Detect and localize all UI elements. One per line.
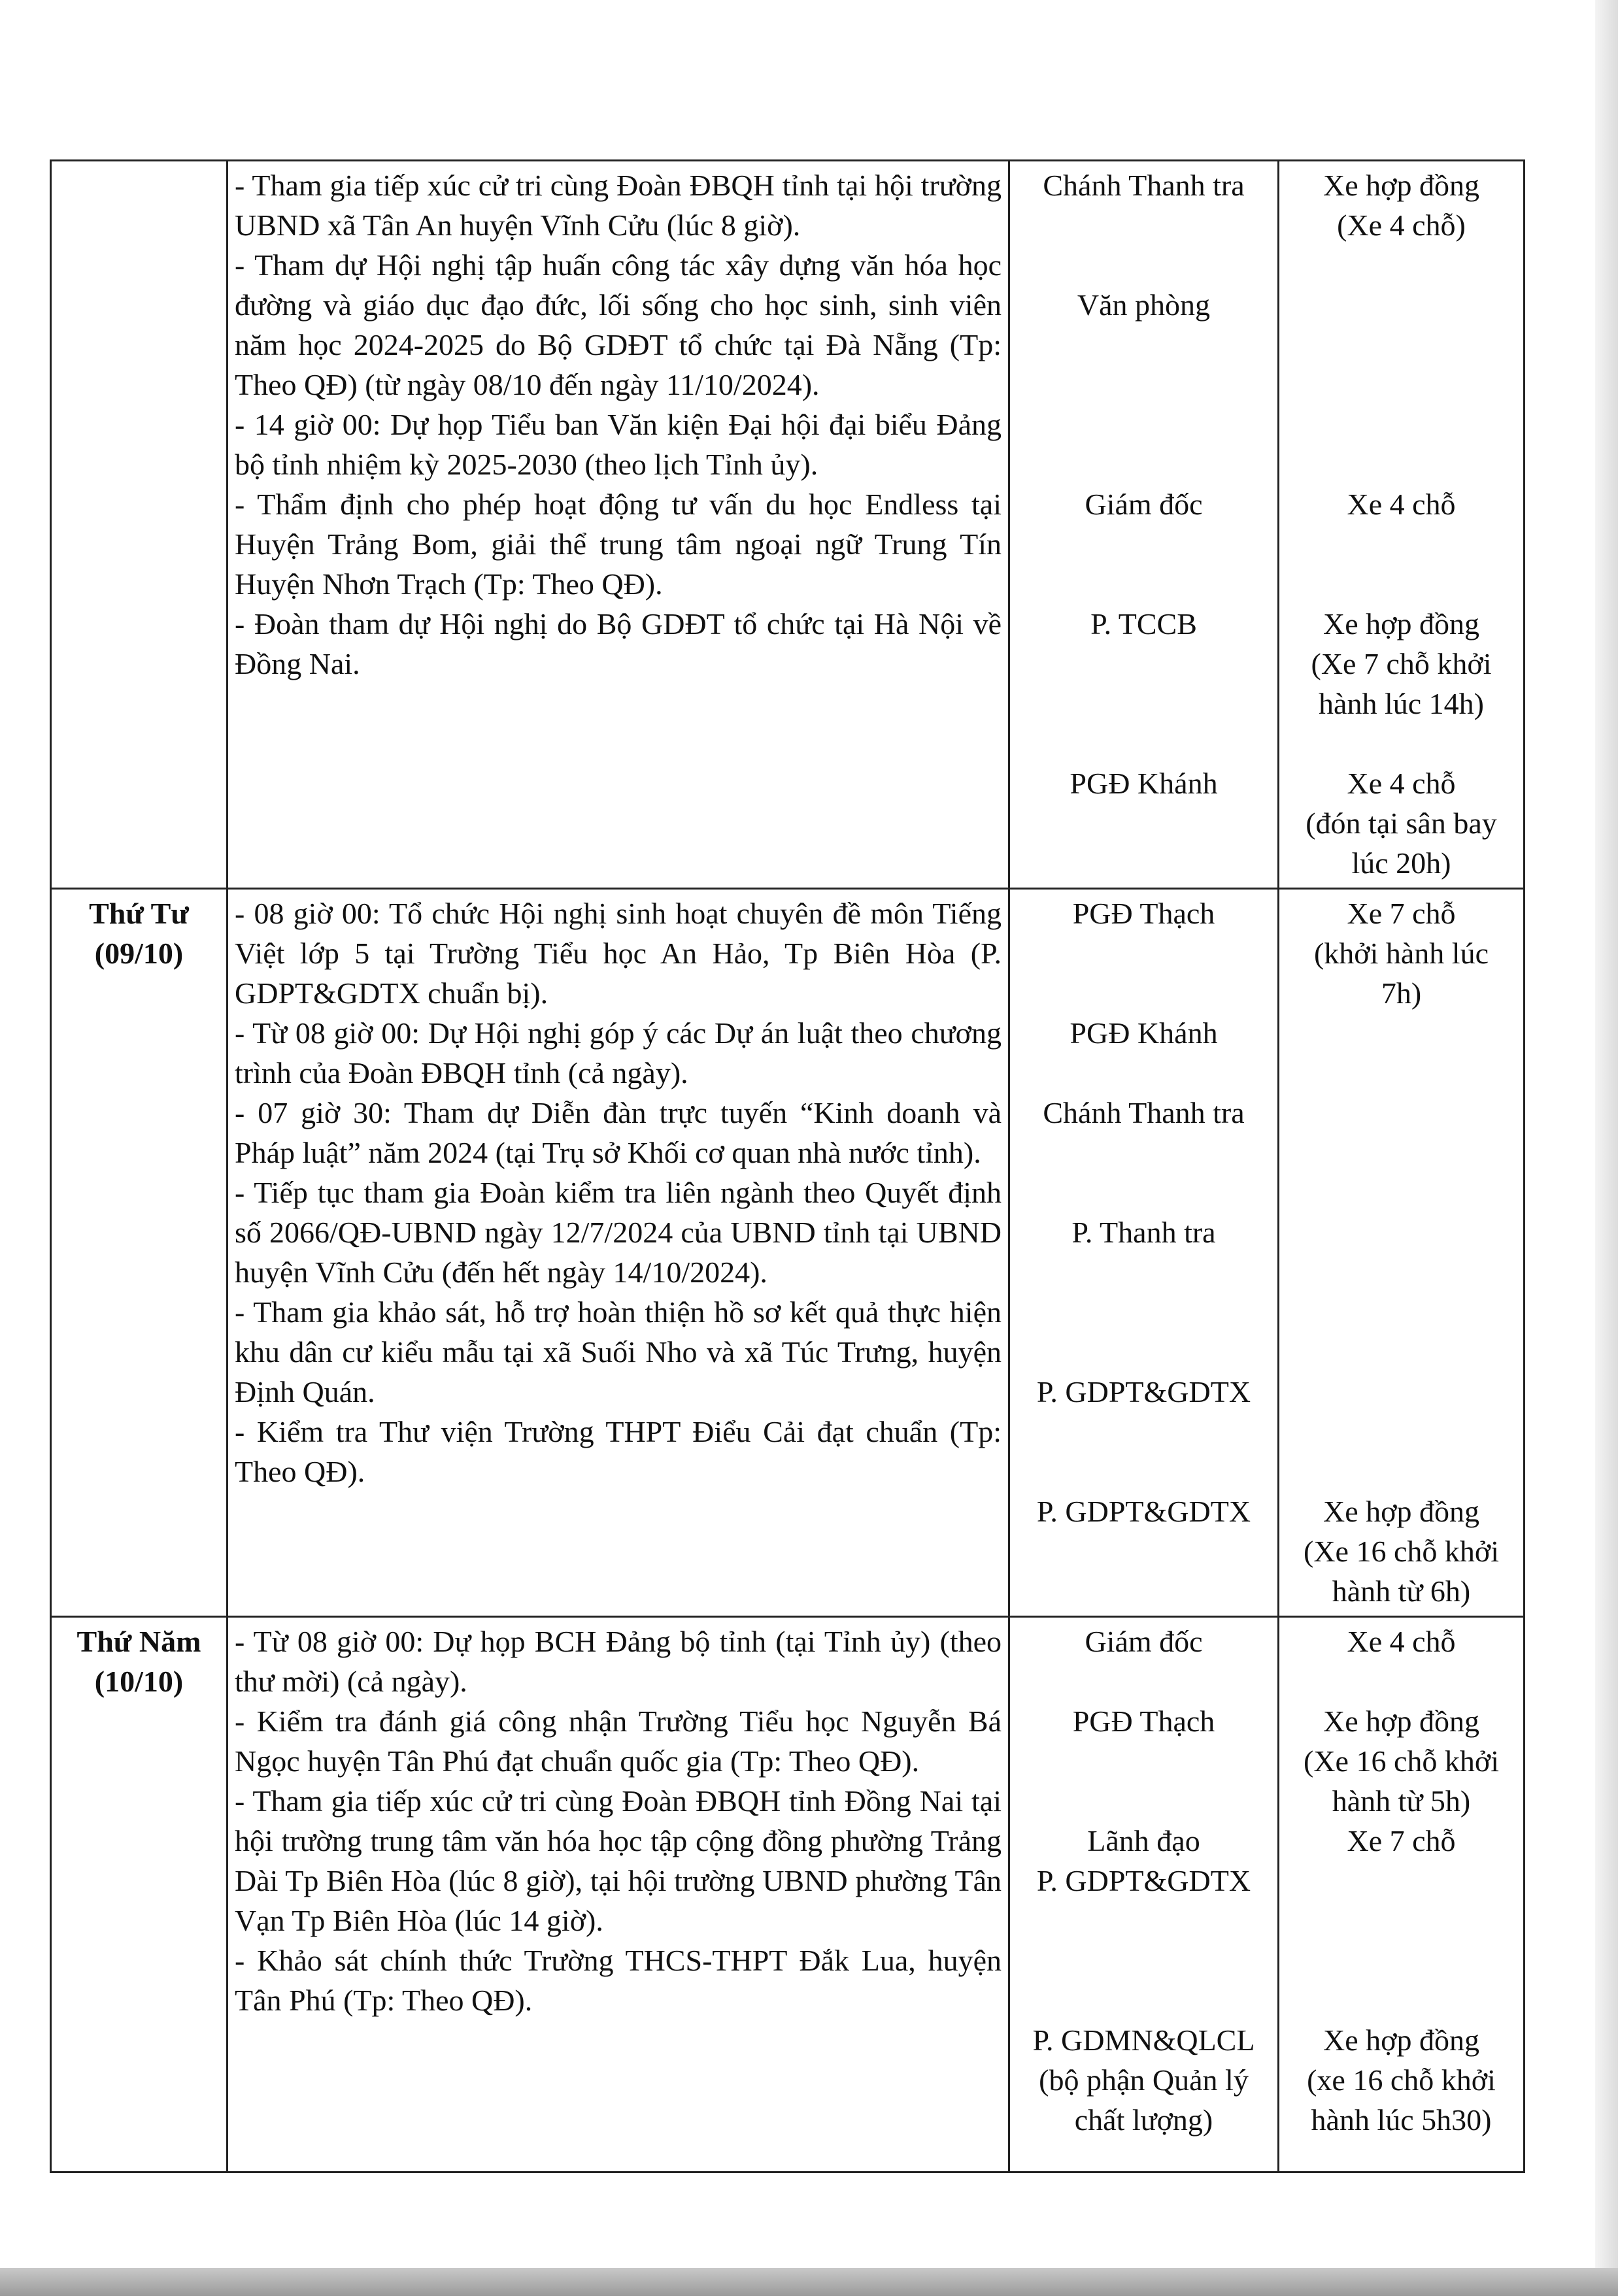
activity-item: - Tham gia tiếp xúc cử tri cùng Đoàn ĐBQH tỉnh tại hội trường UBND xã Tân An huyện Vĩnh Cửu (lúc 8 giờ). [235, 169, 1002, 242]
responsible-text: Giám đốc [1085, 1625, 1203, 1658]
day-cell [51, 1617, 228, 2172]
responsible-text: Chánh Thanh tra [1043, 169, 1245, 202]
table-row [51, 889, 1525, 1617]
vehicle-cell [1279, 889, 1525, 1617]
activity-item: - Kiểm tra đánh giá công nhận Trường Tiểu học Nguyễn Bá Ngọc huyện Tân Phú đạt chuẩn quốc gia (Tp: Theo QĐ). [235, 1705, 1002, 1778]
content-cell [228, 1617, 1009, 2172]
scan-bottom-bar [0, 2268, 1618, 2296]
table-row [51, 161, 1525, 889]
activity-item: - 08 giờ 00: Tổ chức Hội nghị sinh hoạt chuyên đề môn Tiếng Việt lớp 5 tại Trường Tiểu học An Hảo, Tp Biên Hòa (P. GDPT&GDTX chuẩn bị). [235, 897, 1002, 1010]
activity-item: - 14 giờ 00: Dự họp Tiểu ban Văn kiện Đại hội đại biểu Đảng bộ tỉnh nhiệm kỳ 2025-2030 (theo lịch Tỉnh ủy). [235, 408, 1002, 481]
responsible-text: P. GDPT&GDTX [1036, 1375, 1251, 1408]
vehicle-text: Xe 7 chỗ (khởi hành lúc 7h) [1313, 897, 1489, 1010]
responsible-cell [1009, 161, 1279, 889]
responsible-text: PGĐ Thạch [1072, 897, 1215, 930]
responsible-text: P. GDPT&GDTX [1036, 1495, 1251, 1528]
schedule-table [50, 159, 1525, 2173]
responsible-text: Văn phòng [1077, 288, 1211, 322]
vehicle-cell [1279, 1617, 1525, 2172]
vehicle-text: Xe hợp đồng (Xe 4 chỗ) [1323, 169, 1479, 242]
responsible-text: PGĐ Khánh [1070, 1016, 1218, 1050]
content-cell [228, 161, 1009, 889]
activity-item: - 07 giờ 30: Tham dự Diễn đàn trực tuyến “Kinh doanh và Pháp luật” năm 2024 (tại Trụ sở Khối cơ quan nhà nước tỉnh). [235, 1096, 1002, 1169]
day-name: Thứ Tư [89, 897, 189, 930]
activity-item: - Tham dự Hội nghị tập huấn công tác xây dựng văn hóa học đường và giáo dục đạo đức, lối sống cho học sinh, sinh viên năm học 2024-2025 do Bộ GDĐT tổ chức tại Đà Nẵng (Tp: Theo QĐ) (từ ngày 08/10 đến ngày 11/10/2024). [235, 248, 1002, 401]
responsible-text: P. GDMN&QLCL (bộ phận Quản lý chất lượng) [1032, 2023, 1255, 2137]
day-date: (09/10) [94, 937, 184, 970]
activity-item: - Kiểm tra Thư viện Trường THPT Điểu Cải đạt chuẩn (Tp: Theo QĐ). [235, 1415, 1002, 1488]
activity-item: - Từ 08 giờ 00: Dự họp BCH Đảng bộ tỉnh (tại Tỉnh ủy) (theo thư mời) (cả ngày). [235, 1625, 1002, 1698]
activity-item: - Tham gia tiếp xúc cử tri cùng Đoàn ĐBQH tỉnh Đồng Nai tại hội trường trung tâm văn hóa học tập cộng đồng phường Trảng Dài Tp Biên Hòa (lúc 8 giờ), tại hội trường UBND phường Tân Vạn Tp Biên Hòa (lúc 14 giờ). [235, 1784, 1002, 1937]
activity-item: - Đoàn tham dự Hội nghị do Bộ GDĐT tổ chức tại Hà Nội về Đồng Nai. [235, 607, 1002, 680]
scan-edge-shadow [1595, 0, 1618, 2296]
activity-item: - Tham gia khảo sát, hỗ trợ hoàn thiện hồ sơ kết quả thực hiện khu dân cư kiểu mẫu tại xã Suối Nho và xã Túc Trưng, huyện Định Quán. [235, 1295, 1002, 1408]
table-row [51, 1617, 1525, 2172]
content-cell [228, 889, 1009, 1617]
responsible-text: Giám đốc [1085, 488, 1203, 521]
activity-item: - Thẩm định cho phép hoạt động tư vấn du học Endless tại Huyện Trảng Bom, giải thể trung tâm ngoại ngữ Trung Tín Huyện Nhơn Trạch (Tp: Theo QĐ). [235, 488, 1002, 601]
activity-item: - Từ 08 giờ 00: Dự Hội nghị góp ý các Dự án luật theo chương trình của Đoàn ĐBQH tỉnh (cả ngày). [235, 1016, 1002, 1090]
day-name: Thứ Năm [76, 1625, 201, 1658]
day-date: (10/10) [94, 1665, 184, 1698]
activity-item: - Tiếp tục tham gia Đoàn kiểm tra liên ngành theo Quyết định số 2066/QĐ-UBND ngày 12/7/2024 của UBND tỉnh tại UBND huyện Vĩnh Cửu (đến hết ngày 14/10/2024). [235, 1176, 1002, 1289]
responsible-text: PGĐ Thạch [1072, 1705, 1215, 1738]
activity-item: - Khảo sát chính thức Trường THCS-THPT Đắk Lua, huyện Tân Phú (Tp: Theo QĐ). [235, 1944, 1002, 2017]
responsible-text: P. Thanh tra [1071, 1216, 1216, 1249]
day-cell [51, 161, 228, 889]
responsible-text: PGĐ Khánh [1070, 767, 1218, 800]
vehicle-text: Xe hợp đồng (Xe 7 chỗ khởi hành lúc 14h) [1311, 607, 1492, 720]
responsible-text: Lãnh đạo P. GDPT&GDTX [1036, 1824, 1251, 1897]
vehicle-text: Xe hợp đồng (Xe 16 chỗ khởi hành từ 6h) [1304, 1495, 1499, 1608]
vehicle-text: Xe 4 chỗ [1347, 1625, 1456, 1658]
responsible-text: Chánh Thanh tra [1043, 1096, 1245, 1129]
responsible-text: P. TCCB [1090, 607, 1197, 641]
vehicle-text: Xe 7 chỗ [1347, 1824, 1456, 1857]
vehicle-text: Xe 4 chỗ (đón tại sân bay lúc 20h) [1306, 767, 1497, 880]
responsible-cell [1009, 889, 1279, 1617]
vehicle-text: Xe hợp đồng (xe 16 chỗ khởi hành lúc 5h30) [1307, 2023, 1496, 2137]
vehicle-text: Xe 4 chỗ [1347, 488, 1456, 521]
day-cell [51, 889, 228, 1617]
vehicle-text: Xe hợp đồng (Xe 16 chỗ khởi hành từ 5h) [1304, 1705, 1499, 1818]
vehicle-cell [1279, 161, 1525, 889]
responsible-cell [1009, 1617, 1279, 2172]
